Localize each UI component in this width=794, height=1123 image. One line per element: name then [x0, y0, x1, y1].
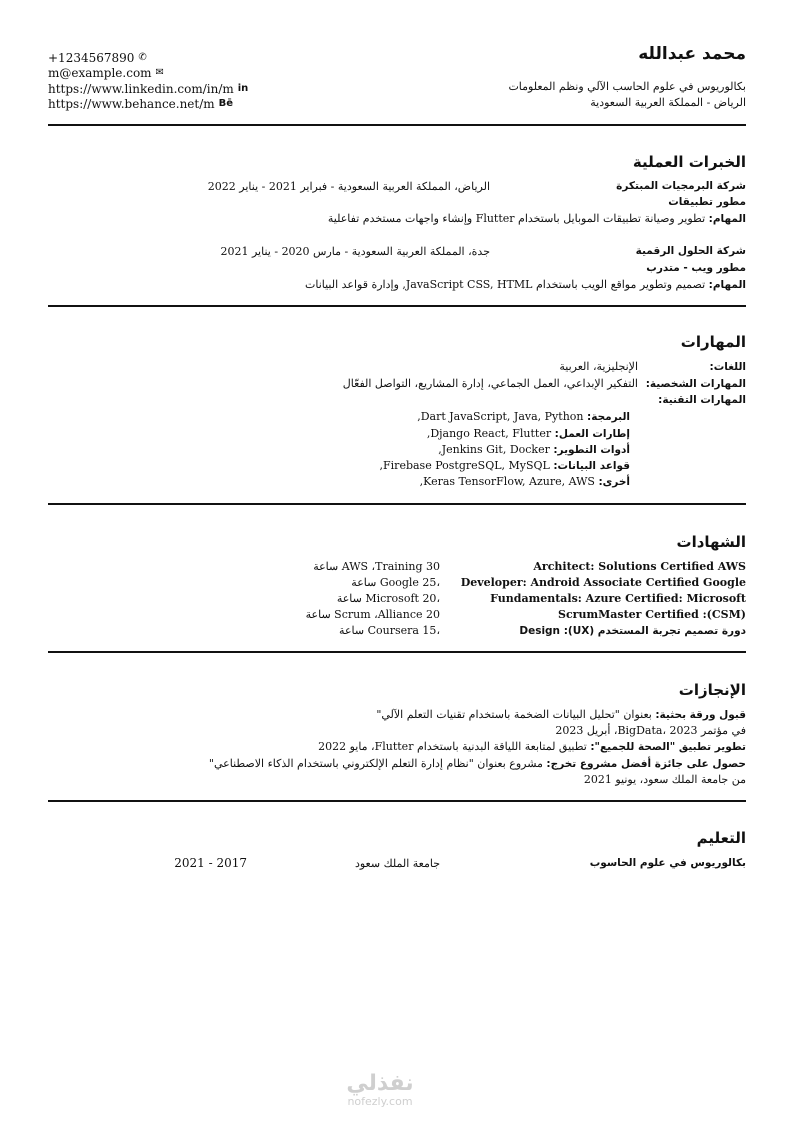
job-tasks-label: المهام: [708, 213, 746, 225]
job-location-dates: الرياض، المملكة العربية السعودية - فبراير 2021 - يناير 2022 [207, 180, 490, 193]
tech-skill-label: قواعد البيانات: [553, 460, 630, 472]
certificate-name: Architect: Solutions Certified AWS [533, 560, 746, 573]
tech-skill-value: Dart JavaScript, Java, Python, [417, 410, 584, 423]
achievement-text-cont: من جامعة الملك سعود، يونيو 2021 [583, 773, 746, 786]
tech-skill-row [427, 427, 630, 440]
candidate-degree: بكالوريوس في علوم الحاسب الآلي ونظم المعلومات [508, 80, 746, 93]
job-company: شركة البرمجيات المبتكرة [616, 180, 746, 192]
achievement-text: بعنوان "تحليل البيانات الضخمة باستخدام تقنيات التعلم الآلي" [376, 708, 652, 721]
candidate-name: محمد عبدالله [638, 44, 746, 64]
skills-soft-value: التفكير الإبداعي، العمل الجماعي، إدارة المشاريع، التواصل الفعّال [342, 377, 638, 390]
tech-skill-row [420, 475, 630, 488]
job-tasks [305, 278, 746, 291]
certificate-name: دورة تصميم تجربة المستخدم (UX): Design [519, 625, 746, 637]
linkedin-icon: in [237, 82, 249, 94]
section-title-certificates: الشهادات [676, 533, 746, 551]
contact-phone[interactable] [48, 50, 147, 65]
tech-skill-label: أدوات التطوير: [553, 444, 630, 456]
tech-skill-value: Keras TensorFlow, Azure, AWS, [419, 475, 595, 488]
achievement-label: قبول ورقة بحثية: [655, 709, 746, 721]
divider [48, 305, 746, 307]
achievement-label: تطوير تطبيق "الصحة للجميع": [590, 741, 746, 753]
divider [48, 800, 746, 802]
behance-text: https://www.behance.net/m [48, 96, 215, 111]
email-text: m@example.com [48, 65, 152, 80]
contact-linkedin[interactable] [48, 81, 248, 96]
job-role: مطور تطبيقات [668, 196, 746, 208]
skills-soft-label: المهارات الشخصية: [645, 378, 746, 390]
section-title-education: التعليم [696, 829, 746, 847]
achievement-item [376, 708, 746, 721]
nofezly-watermark [340, 1072, 420, 1108]
envelope-icon: ✉ [155, 66, 164, 78]
watermark-latin: nofezly.com [347, 1095, 413, 1108]
linkedin-text: https://www.linkedin.com/in/m [48, 81, 234, 96]
skills-tech-label: المهارات التقنية: [658, 394, 746, 406]
divider [48, 503, 746, 505]
certificate-detail: ،Coursera 15 ساعة [339, 624, 440, 637]
achievement-label: حصول على جائزة أفضل مشروع تخرج: [546, 758, 746, 770]
achievement-item [209, 757, 746, 770]
divider [48, 651, 746, 653]
tech-skill-row [417, 410, 630, 423]
job-location-dates: جدة، المملكة العربية السعودية - مارس 2020 - يناير 2021 [220, 245, 490, 258]
education-years: 2017 - 2021 [174, 856, 247, 870]
job-company: شركة الحلول الرقمية [635, 245, 746, 257]
phone-icon: ✆ [138, 51, 147, 63]
certificate-detail: ،Microsoft 20 ساعة [336, 592, 440, 605]
job-tasks-text: تصميم وتطوير مواقع الويب باستخدام JavaScript CSS, HTML, وإدارة قواعد البيانات [304, 278, 706, 291]
certificate-detail: ،Google 25 ساعة [351, 576, 440, 589]
candidate-location: الرياض - المملكة العربية السعودية [590, 96, 746, 109]
job-tasks-text: تطوير وصيانة تطبيقات الموبايل باستخدام Flutter وإنشاء واجهات مستخدم تفاعلية [327, 212, 706, 225]
tech-skill-row [380, 459, 630, 472]
section-title-experience: الخبرات العملية [632, 153, 746, 171]
education-degree: بكالوريوس في علوم الحاسوب [589, 857, 746, 869]
education-university: جامعة الملك سعود [354, 857, 440, 870]
achievement-text: تطبيق لمتابعة اللياقة البدنية باستخدام Flutter، مايو 2022 [318, 740, 587, 753]
tech-skill-value: Jenkins Git, Docker, [438, 443, 550, 456]
watermark-arabic: نفذلي [346, 1071, 414, 1096]
certificate-detail: Scrum ،Alliance 20 ساعة [305, 608, 440, 621]
job-role: مطور ويب - متدرب [646, 262, 746, 274]
certificate-name: Fundamentals: Azure Certified: Microsoft [490, 592, 746, 605]
achievement-text: مشروع بعنوان "نظام إدارة التعلم الإلكتروني باستخدام الذكاء الاصطناعي" [208, 757, 543, 770]
section-title-skills: المهارات [680, 333, 746, 351]
certificate-detail: AWS ،Training 30 ساعة [313, 560, 440, 573]
job-tasks-label: المهام: [708, 279, 746, 291]
tech-skill-label: أخرى: [598, 476, 630, 488]
tech-skill-label: إطارات العمل: [554, 428, 630, 440]
skills-languages-label: اللغات: [709, 361, 746, 373]
certificate-name: (CSM): ScrumMaster Certified [558, 608, 746, 621]
phone-text: +1234567890 [48, 50, 135, 65]
achievement-item [318, 740, 746, 753]
tech-skill-row [438, 443, 630, 456]
behance-icon: Bē [218, 97, 234, 109]
contact-email[interactable] [48, 65, 164, 80]
tech-skill-value: Django React, Flutter, [426, 427, 552, 440]
skills-languages-value: الإنجليزية، العربية [559, 360, 638, 373]
achievement-text-cont: في مؤتمر BigData، 2023، أبريل 2023 [555, 724, 746, 737]
certificate-name: Developer: Android Associate Certified Google [460, 576, 746, 589]
tech-skill-value: Firebase PostgreSQL, MySQL, [379, 459, 550, 472]
job-tasks [328, 212, 746, 225]
tech-skill-label: البرمجة: [587, 411, 630, 423]
contact-behance[interactable] [48, 96, 233, 111]
divider [48, 124, 746, 126]
section-title-achievements: الإنجازات [678, 681, 746, 699]
